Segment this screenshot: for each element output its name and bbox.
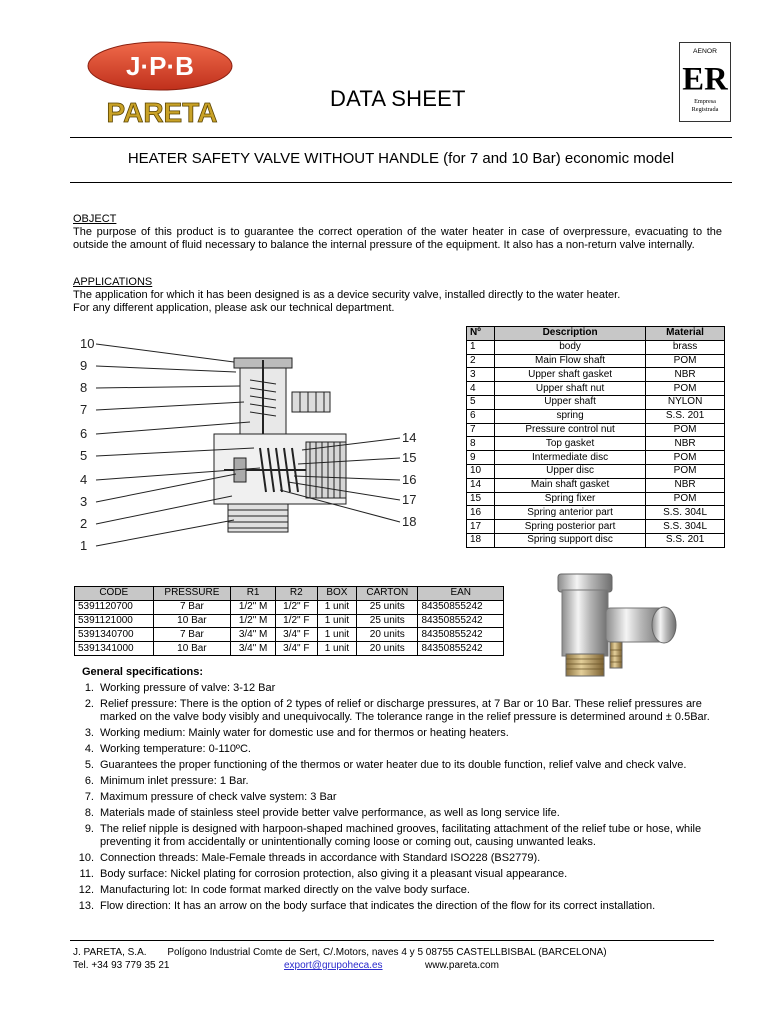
codes-header-box: BOX — [317, 587, 356, 601]
codes-table-row — [75, 628, 504, 642]
spec-item — [76, 900, 726, 913]
spec-item — [76, 759, 726, 772]
part-material: S.S. 304L — [646, 506, 725, 520]
drawing-label-5: 5 — [80, 448, 88, 463]
spec-number: 8. — [84, 807, 94, 819]
part-material: S.S. 304L — [646, 520, 725, 534]
specs-title: General specifications: — [82, 666, 204, 678]
codes-header-pressure: PRESSURE — [153, 587, 231, 601]
spec-number: 13. — [78, 900, 94, 912]
parts-header-description: Description — [495, 327, 646, 341]
part-number: 3 — [467, 368, 495, 382]
drawing-label-18: 18 — [402, 514, 417, 529]
spec-number: 7. — [84, 791, 94, 803]
part-number: 18 — [467, 533, 495, 547]
spec-text: Working medium: Mainly water for domestic use and for thermos or heating heaters. — [100, 727, 509, 739]
part-number: 1 — [467, 340, 495, 354]
part-description: Main Flow shaft — [495, 354, 646, 368]
part-number: 14 — [467, 478, 495, 492]
product-ean: 84350855242 — [418, 642, 504, 656]
spec-item — [76, 884, 726, 897]
spec-text: Working pressure of valve: 3-12 Bar — [100, 682, 276, 694]
parts-table-row — [467, 395, 725, 409]
spec-number: 4. — [84, 743, 94, 755]
part-description: spring — [495, 409, 646, 423]
part-material: brass — [646, 340, 725, 354]
spec-item — [76, 775, 726, 788]
product-r1: 3/4" M — [231, 628, 276, 642]
drawing-label-15: 15 — [402, 450, 417, 465]
parts-table-row — [467, 437, 725, 451]
spec-number: 2. — [84, 698, 94, 710]
product-r1: 3/4" M — [231, 642, 276, 656]
logo-jpb-text: J·P·B — [126, 51, 194, 81]
part-number: 4 — [467, 382, 495, 396]
valve-cross-section-drawing — [74, 330, 424, 562]
product-box: 1 unit — [317, 600, 356, 614]
part-number: 10 — [467, 464, 495, 478]
spec-item — [76, 823, 726, 849]
spec-item — [76, 743, 726, 756]
parts-table-row — [467, 506, 725, 520]
part-material: NBR — [646, 368, 725, 382]
parts-table-row — [467, 423, 725, 437]
applications-section — [73, 276, 722, 315]
parts-table-row — [467, 409, 725, 423]
footer-address-line — [73, 947, 607, 959]
spec-number: 9. — [84, 823, 94, 835]
part-material: NBR — [646, 437, 725, 451]
footer-company: J. PARETA, S.A. — [73, 947, 147, 958]
spec-text: Guarantees the proper functioning of the thermos or water heater due to its double function, relief valve and check valve. — [100, 759, 687, 771]
product-r2: 1/2" F — [275, 600, 317, 614]
jpb-pareta-logo — [86, 36, 242, 130]
spec-number: 12. — [78, 884, 94, 896]
spec-number: 10. — [78, 852, 94, 864]
parts-table-row — [467, 492, 725, 506]
product-box: 1 unit — [317, 614, 356, 628]
product-carton: 25 units — [357, 614, 418, 628]
codes-table-row — [75, 600, 504, 614]
part-description: Upper disc — [495, 464, 646, 478]
part-description: body — [495, 340, 646, 354]
spec-text: Materials made of stainless steel provide better valve performance, as well as long service life. — [100, 807, 560, 819]
product-codes-table — [74, 586, 504, 656]
part-material: POM — [646, 451, 725, 465]
subtitle-divider — [70, 182, 732, 183]
footer-web: www.pareta.com — [425, 960, 499, 971]
part-number: 15 — [467, 492, 495, 506]
part-number: 6 — [467, 409, 495, 423]
footer-contact-line — [73, 960, 723, 972]
spec-item — [76, 807, 726, 820]
spec-item — [76, 698, 726, 724]
footer-divider — [70, 940, 714, 941]
part-number: 16 — [467, 506, 495, 520]
drawing-label-8: 8 — [80, 380, 88, 395]
product-ean: 84350855242 — [418, 614, 504, 628]
footer-address: Polígono Industrial Comte de Sert, C/.Motors, naves 4 y 5 08755 CASTELLBISBAL (BARCELONA) — [167, 947, 607, 958]
applications-heading: APPLICATIONS — [73, 276, 153, 288]
parts-table-row — [467, 464, 725, 478]
document-title: DATA SHEET — [330, 86, 466, 111]
spec-text: Body surface: Nickel plating for corrosion protection, also giving it a pleasant visual appearance. — [100, 868, 568, 880]
spec-number: 1. — [84, 682, 94, 694]
product-ean: 84350855242 — [418, 628, 504, 642]
codes-header-r1: R1 — [231, 587, 276, 601]
spec-item — [76, 868, 726, 881]
part-description: Upper shaft — [495, 395, 646, 409]
part-material: S.S. 201 — [646, 409, 725, 423]
aenor-certification-logo — [679, 42, 731, 122]
part-material: POM — [646, 492, 725, 506]
product-code: 5391120700 — [75, 600, 154, 614]
drawing-label-10: 10 — [80, 336, 95, 351]
spec-number: 5. — [84, 759, 94, 771]
product-carton: 25 units — [357, 600, 418, 614]
header-divider — [70, 137, 732, 138]
part-material: NYLON — [646, 395, 725, 409]
spec-item — [76, 791, 726, 804]
part-description: Spring anterior part — [495, 506, 646, 520]
product-r2: 3/4" F — [275, 642, 317, 656]
part-description: Spring support disc — [495, 533, 646, 547]
parts-materials-table — [466, 326, 725, 548]
part-material: POM — [646, 382, 725, 396]
parts-table-row — [467, 340, 725, 354]
spec-item — [76, 727, 726, 740]
drawing-label-4: 4 — [80, 472, 88, 487]
part-description: Intermediate disc — [495, 451, 646, 465]
parts-table-row — [467, 354, 725, 368]
part-number: 9 — [467, 451, 495, 465]
part-description: Spring fixer — [495, 492, 646, 506]
product-carton: 20 units — [357, 642, 418, 656]
aenor-text: AENOR — [693, 48, 717, 56]
codes-table-header-row — [75, 587, 504, 601]
codes-header-code: CODE — [75, 587, 154, 601]
part-material: POM — [646, 464, 725, 478]
spec-text: Working temperature: 0-110ºC. — [100, 743, 251, 755]
part-description: Pressure control nut — [495, 423, 646, 437]
drawing-label-2: 2 — [80, 516, 88, 531]
parts-header-material: Material — [646, 327, 725, 341]
part-number: 5 — [467, 395, 495, 409]
valve-product-photo — [548, 570, 690, 684]
spec-number: 11. — [79, 868, 94, 880]
codes-table-row — [75, 642, 504, 656]
product-subtitle: HEATER SAFETY VALVE WITHOUT HANDLE (for 7 and 10 Bar) economic model — [127, 150, 675, 167]
spec-text: The relief nipple is designed with harpoon-shaped machined grooves, facilitating attachment of the relief tube or hose, while preventing it from accidentally or unintentionally coming loose or coming out, causing unwanted leaks. — [100, 823, 702, 848]
parts-table-row — [467, 368, 725, 382]
object-section — [73, 213, 722, 252]
product-ean: 84350855242 — [418, 600, 504, 614]
product-r2: 1/2" F — [275, 614, 317, 628]
part-description: Upper shaft gasket — [495, 368, 646, 382]
codes-header-r2: R2 — [275, 587, 317, 601]
part-number: 17 — [467, 520, 495, 534]
product-r1: 1/2" M — [231, 600, 276, 614]
product-carton: 20 units — [357, 628, 418, 642]
part-description: Main shaft gasket — [495, 478, 646, 492]
drawing-label-7: 7 — [80, 402, 88, 417]
codes-table-row — [75, 614, 504, 628]
part-material: NBR — [646, 478, 725, 492]
parts-table-row — [467, 382, 725, 396]
drawing-label-3: 3 — [80, 494, 88, 509]
product-r2: 3/4" F — [275, 628, 317, 642]
parts-table-header-row — [467, 327, 725, 341]
product-code: 5391340700 — [75, 628, 154, 642]
parts-table-row — [467, 533, 725, 547]
product-r1: 1/2" M — [231, 614, 276, 628]
specs-list — [76, 682, 726, 916]
drawing-label-17: 17 — [402, 492, 417, 507]
product-code: 5391121000 — [75, 614, 154, 628]
applications-line2: For any different application, please ask our technical department. — [73, 302, 395, 314]
drawing-label-6: 6 — [80, 426, 88, 441]
drawing-label-14: 14 — [402, 430, 417, 445]
product-pressure: 10 Bar — [153, 642, 231, 656]
part-material: POM — [646, 423, 725, 437]
part-material: POM — [646, 354, 725, 368]
spec-text: Maximum pressure of check valve system: 3 Bar — [100, 791, 337, 803]
footer-email-link[interactable]: export@grupoheca.es — [284, 960, 383, 971]
codes-header-ean: EAN — [418, 587, 504, 601]
spec-text: Flow direction: It has an arrow on the body surface that indicates the direction of the flow for its correct installation. — [100, 900, 656, 912]
part-description: Top gasket — [495, 437, 646, 451]
part-number: 8 — [467, 437, 495, 451]
aenor-line1: Empresa — [694, 98, 716, 106]
drawing-label-16: 16 — [402, 472, 417, 487]
drawing-label-1: 1 — [80, 538, 88, 553]
spec-text: Connection threads: Male-Female threads in accordance with Standard ISO228 (BS2779). — [100, 852, 541, 864]
aenor-line2: Registrada — [691, 105, 719, 113]
product-pressure: 7 Bar — [153, 600, 231, 614]
spec-text: Relief pressure: There is the option of 2 types of relief or discharge pressures, at 7 Bar or 10 Bar. These relief pressures are marked on the valve body visibly and unequivocally. The tolerance range in the relief pressure is determined around ± 0.5Bar. — [100, 698, 710, 723]
product-box: 1 unit — [317, 628, 356, 642]
product-pressure: 10 Bar — [153, 614, 231, 628]
part-description: Spring posterior part — [495, 520, 646, 534]
footer-phone: Tel. +34 93 779 35 21 — [73, 960, 170, 971]
drawing-label-9: 9 — [80, 358, 88, 373]
logo-pareta-text: PARETA — [106, 97, 218, 128]
parts-header-number: Nº — [467, 327, 495, 341]
parts-table-row — [467, 478, 725, 492]
part-material: S.S. 201 — [646, 533, 725, 547]
spec-item — [76, 682, 726, 695]
aenor-er-mark: ER — [682, 61, 728, 98]
spec-number: 3. — [84, 727, 94, 739]
spec-text: Manufacturing lot: In code format marked directly on the valve body surface. — [100, 884, 470, 896]
object-text: The purpose of this product is to guarantee the correct operation of the water heater in case of overpressure, evacuating to the outside the amount of fluid necessary to balance the internal pressure of the equipment. It also has a non-return valve internally. — [73, 226, 722, 251]
parts-table-row — [467, 451, 725, 465]
applications-line1: The application for which it has been designed is as a device security valve, installed directly to the water heater. — [73, 289, 621, 301]
part-description: Upper shaft nut — [495, 382, 646, 396]
part-number: 2 — [467, 354, 495, 368]
product-code: 5391341000 — [75, 642, 154, 656]
product-box: 1 unit — [317, 642, 356, 656]
parts-table-row — [467, 520, 725, 534]
part-number: 7 — [467, 423, 495, 437]
spec-item — [76, 852, 726, 865]
spec-text: Minimum inlet pressure: 1 Bar. — [100, 775, 249, 787]
object-heading: OBJECT — [73, 213, 117, 225]
codes-header-carton: CARTON — [357, 587, 418, 601]
product-pressure: 7 Bar — [153, 628, 231, 642]
spec-number: 6. — [84, 775, 94, 787]
